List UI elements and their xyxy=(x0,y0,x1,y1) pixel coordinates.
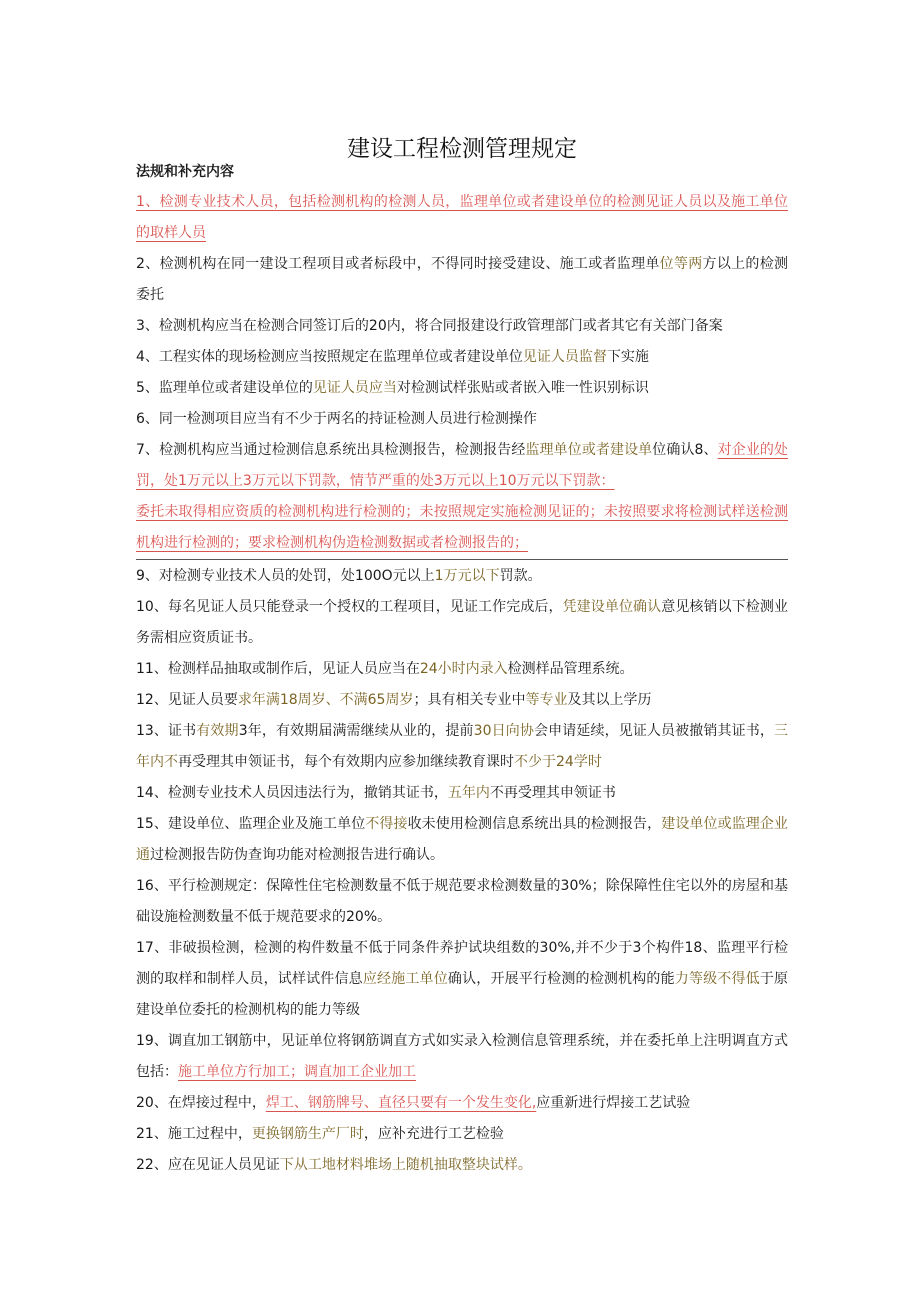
highlight-red-text: 施工单位方行加工；调直加工企业加工 xyxy=(178,1064,416,1080)
rule-item xyxy=(136,654,788,685)
rule-text: 收未使用检测信息系统出具的检测报告， xyxy=(407,816,662,832)
rule-text: 下实施 xyxy=(606,349,649,365)
rule-text: ，应补充进行工艺检验 xyxy=(363,1126,504,1142)
rule-text: 11、检测样品抽取或制作后，见证人员应当在 xyxy=(136,661,420,677)
rule-text: 位确认8、 xyxy=(652,442,718,458)
highlight-brown-text: 等专业 xyxy=(525,692,568,708)
rule-text: 应重新进行焊接工艺试验 xyxy=(536,1095,691,1111)
rule-item xyxy=(136,871,788,933)
rule-item xyxy=(136,249,788,311)
rule-text: 再受理其申领证书，每个有效期内应参加继续教育课时 xyxy=(178,754,514,770)
rule-text: 13、证书 xyxy=(136,723,197,739)
rule-text: 19、调直加工钢筋中，见证单位将钢筋调直方式如实录入检测信息管理系统，并在委托单上注明调直方式包括： xyxy=(136,1033,788,1080)
rule-text: 4、工程实体的现场检测应当按照规定在监理单位或者建设单位 xyxy=(136,349,523,365)
page-title: 建设工程检测管理规定 xyxy=(347,136,577,163)
rule-text: 2、检测机构在同一建设工程项目或者标段中，不得同时接受建设、施工或者监理单 xyxy=(136,256,660,272)
highlight-red-text: 焊工、钢筋牌号、直径只要有一个发生变化, xyxy=(265,1095,537,1111)
section-subtitle: 法规和补充内容 xyxy=(136,164,234,180)
rule-item xyxy=(136,373,788,404)
rule-text: 过检测报告防伪查询功能对检测报告进行确认。 xyxy=(150,847,444,863)
rule-text: 17、非破损检测，检测的构件数量不低于同条件养护试块组数的30%,并不少于3个构件18、监理平行检测的取样和制样人员，试样试件信息 xyxy=(136,940,788,987)
highlight-brown-text: 不少于24学时 xyxy=(514,754,602,770)
rule-item xyxy=(136,1026,788,1088)
rule-text: 22、应在见证人员见证 xyxy=(136,1157,280,1173)
highlight-brown-text: 下从工地材料堆场上随机抽取整块试样。 xyxy=(279,1157,532,1173)
rule-item xyxy=(136,1088,788,1119)
rule-text: 对检测试样张贴或者嵌入唯一性识别标识 xyxy=(396,380,649,396)
rule-item xyxy=(136,685,788,716)
rule-list xyxy=(136,187,788,1181)
highlight-brown-text: 三年内不 xyxy=(136,723,789,770)
rule-text: 12、见证人员要 xyxy=(136,692,238,708)
rule-text: 6、同一检测项目应当有不少于两名的持证检测人员进行检测操作 xyxy=(136,411,537,427)
rule-item xyxy=(136,561,788,592)
rule-item xyxy=(136,809,788,871)
rule-item xyxy=(136,435,788,497)
rule-text: 15、建设单位、监理企业及施工单位 xyxy=(136,816,366,832)
highlight-red-text: 委托未取得相应资质的检测机构进行检测的；未按照规定实施检测见证的；未按照要求将检测试样送检测机构进行检测的；要求检测机构伪造检测数据或者检测报告的； xyxy=(136,504,788,551)
rule-text: 不再受理其申领证书 xyxy=(489,785,616,801)
highlight-brown-text: 位等两 xyxy=(659,256,703,272)
rule-item xyxy=(136,716,788,778)
rule-text: 7、检测机构应当通过检测信息系统出具检测报告，检测报告经 xyxy=(136,442,526,458)
rule-text: 16、平行检测规定：保障性住宅检测数量不低于规范要求检测数量的30%；除保障性住宅以外的房屋和基础设施检测数量不低于规范要求的20%。 xyxy=(136,878,788,925)
highlight-brown-text: 应经施工单位 xyxy=(362,971,448,987)
rule-text: 检测样品管理系统。 xyxy=(507,661,634,677)
rule-item xyxy=(136,1119,788,1150)
rule-text: 5、监理单位或者建设单位的 xyxy=(136,380,313,396)
rule-item xyxy=(136,933,788,1026)
highlight-brown-text: 力等级不得低 xyxy=(674,971,760,987)
highlight-brown-text: 凭建设单位确认 xyxy=(562,599,662,615)
rule-text: 9、对检测专业技术人员的处罚，处100O元以上 xyxy=(136,568,435,584)
rule-item xyxy=(136,1150,788,1181)
rule-text: 于原建设单位委托的检测机构的能力等级 xyxy=(136,971,789,1018)
rule-text: 确认，开展平行检测的检测机构的能 xyxy=(447,971,675,987)
rule-text: 方以上的检测委托 xyxy=(136,256,789,303)
highlight-brown-text: 见证人员应当 xyxy=(312,380,397,396)
highlight-red-text: 1、检测专业技术人员，包括检测机构的检测人员，监理单位或者建设单位的检测见证人员以及施工单位的取样人员 xyxy=(136,194,788,241)
highlight-brown-text: 更换钢筋生产厂时 xyxy=(251,1126,364,1142)
rule-text: 意见核销以下检测业务需相应资质证书。 xyxy=(136,599,788,646)
highlight-brown-text: 有效期 xyxy=(196,723,239,739)
highlight-brown-text: 1万元以下 xyxy=(434,568,500,584)
rule-text: 20、在焊接过程中， xyxy=(136,1095,266,1111)
highlight-brown-text: 见证人员监督 xyxy=(522,349,607,365)
rule-item xyxy=(136,342,788,373)
rule-item xyxy=(136,778,788,809)
highlight-brown-text: 不得接 xyxy=(365,816,408,832)
rule-text: 会申请延续，见证人员被撤销其证书， xyxy=(533,723,775,739)
rule-item xyxy=(136,187,788,249)
rule-text: ；具有相关专业中 xyxy=(413,692,526,708)
highlight-brown-text: 求年满18周岁、不满65周岁 xyxy=(237,692,414,708)
rule-item xyxy=(136,497,788,559)
highlight-brown-text: 建设单位或监理企业通 xyxy=(136,816,788,863)
horizontal-divider xyxy=(136,559,788,560)
rule-item xyxy=(136,404,788,435)
highlight-brown-text: 五年内 xyxy=(447,785,490,801)
rule-item xyxy=(136,592,788,654)
highlight-brown-text: 30日向协 xyxy=(473,723,534,739)
highlight-brown-text: 监理单位或者建设单 xyxy=(525,442,653,458)
rule-text: 3、检测机构应当在检测合同签订后的20内，将合同报建设行政管理部门或者其它有关部门备案 xyxy=(136,318,723,334)
rule-text: 及其以上学历 xyxy=(567,692,652,708)
rule-text: 3年，有效期届满需继续从业的，提前 xyxy=(238,723,474,739)
rule-item xyxy=(136,311,788,342)
highlight-red-text: 对企业的处罚，处1万元以上3万元以下罚款，情节严重的处3万元以上10万元以下罚款： xyxy=(136,442,789,489)
rule-text: 21、施工过程中， xyxy=(136,1126,252,1142)
rule-text: 10、每名见证人员只能登录一个授权的工程项目，见证工作完成后， xyxy=(136,599,563,615)
rule-text: 14、检测专业技术人员因违法行为，撤销其证书， xyxy=(136,785,448,801)
highlight-brown-text: 24小时内录入 xyxy=(419,661,508,677)
rule-text: 罚款。 xyxy=(499,568,542,584)
